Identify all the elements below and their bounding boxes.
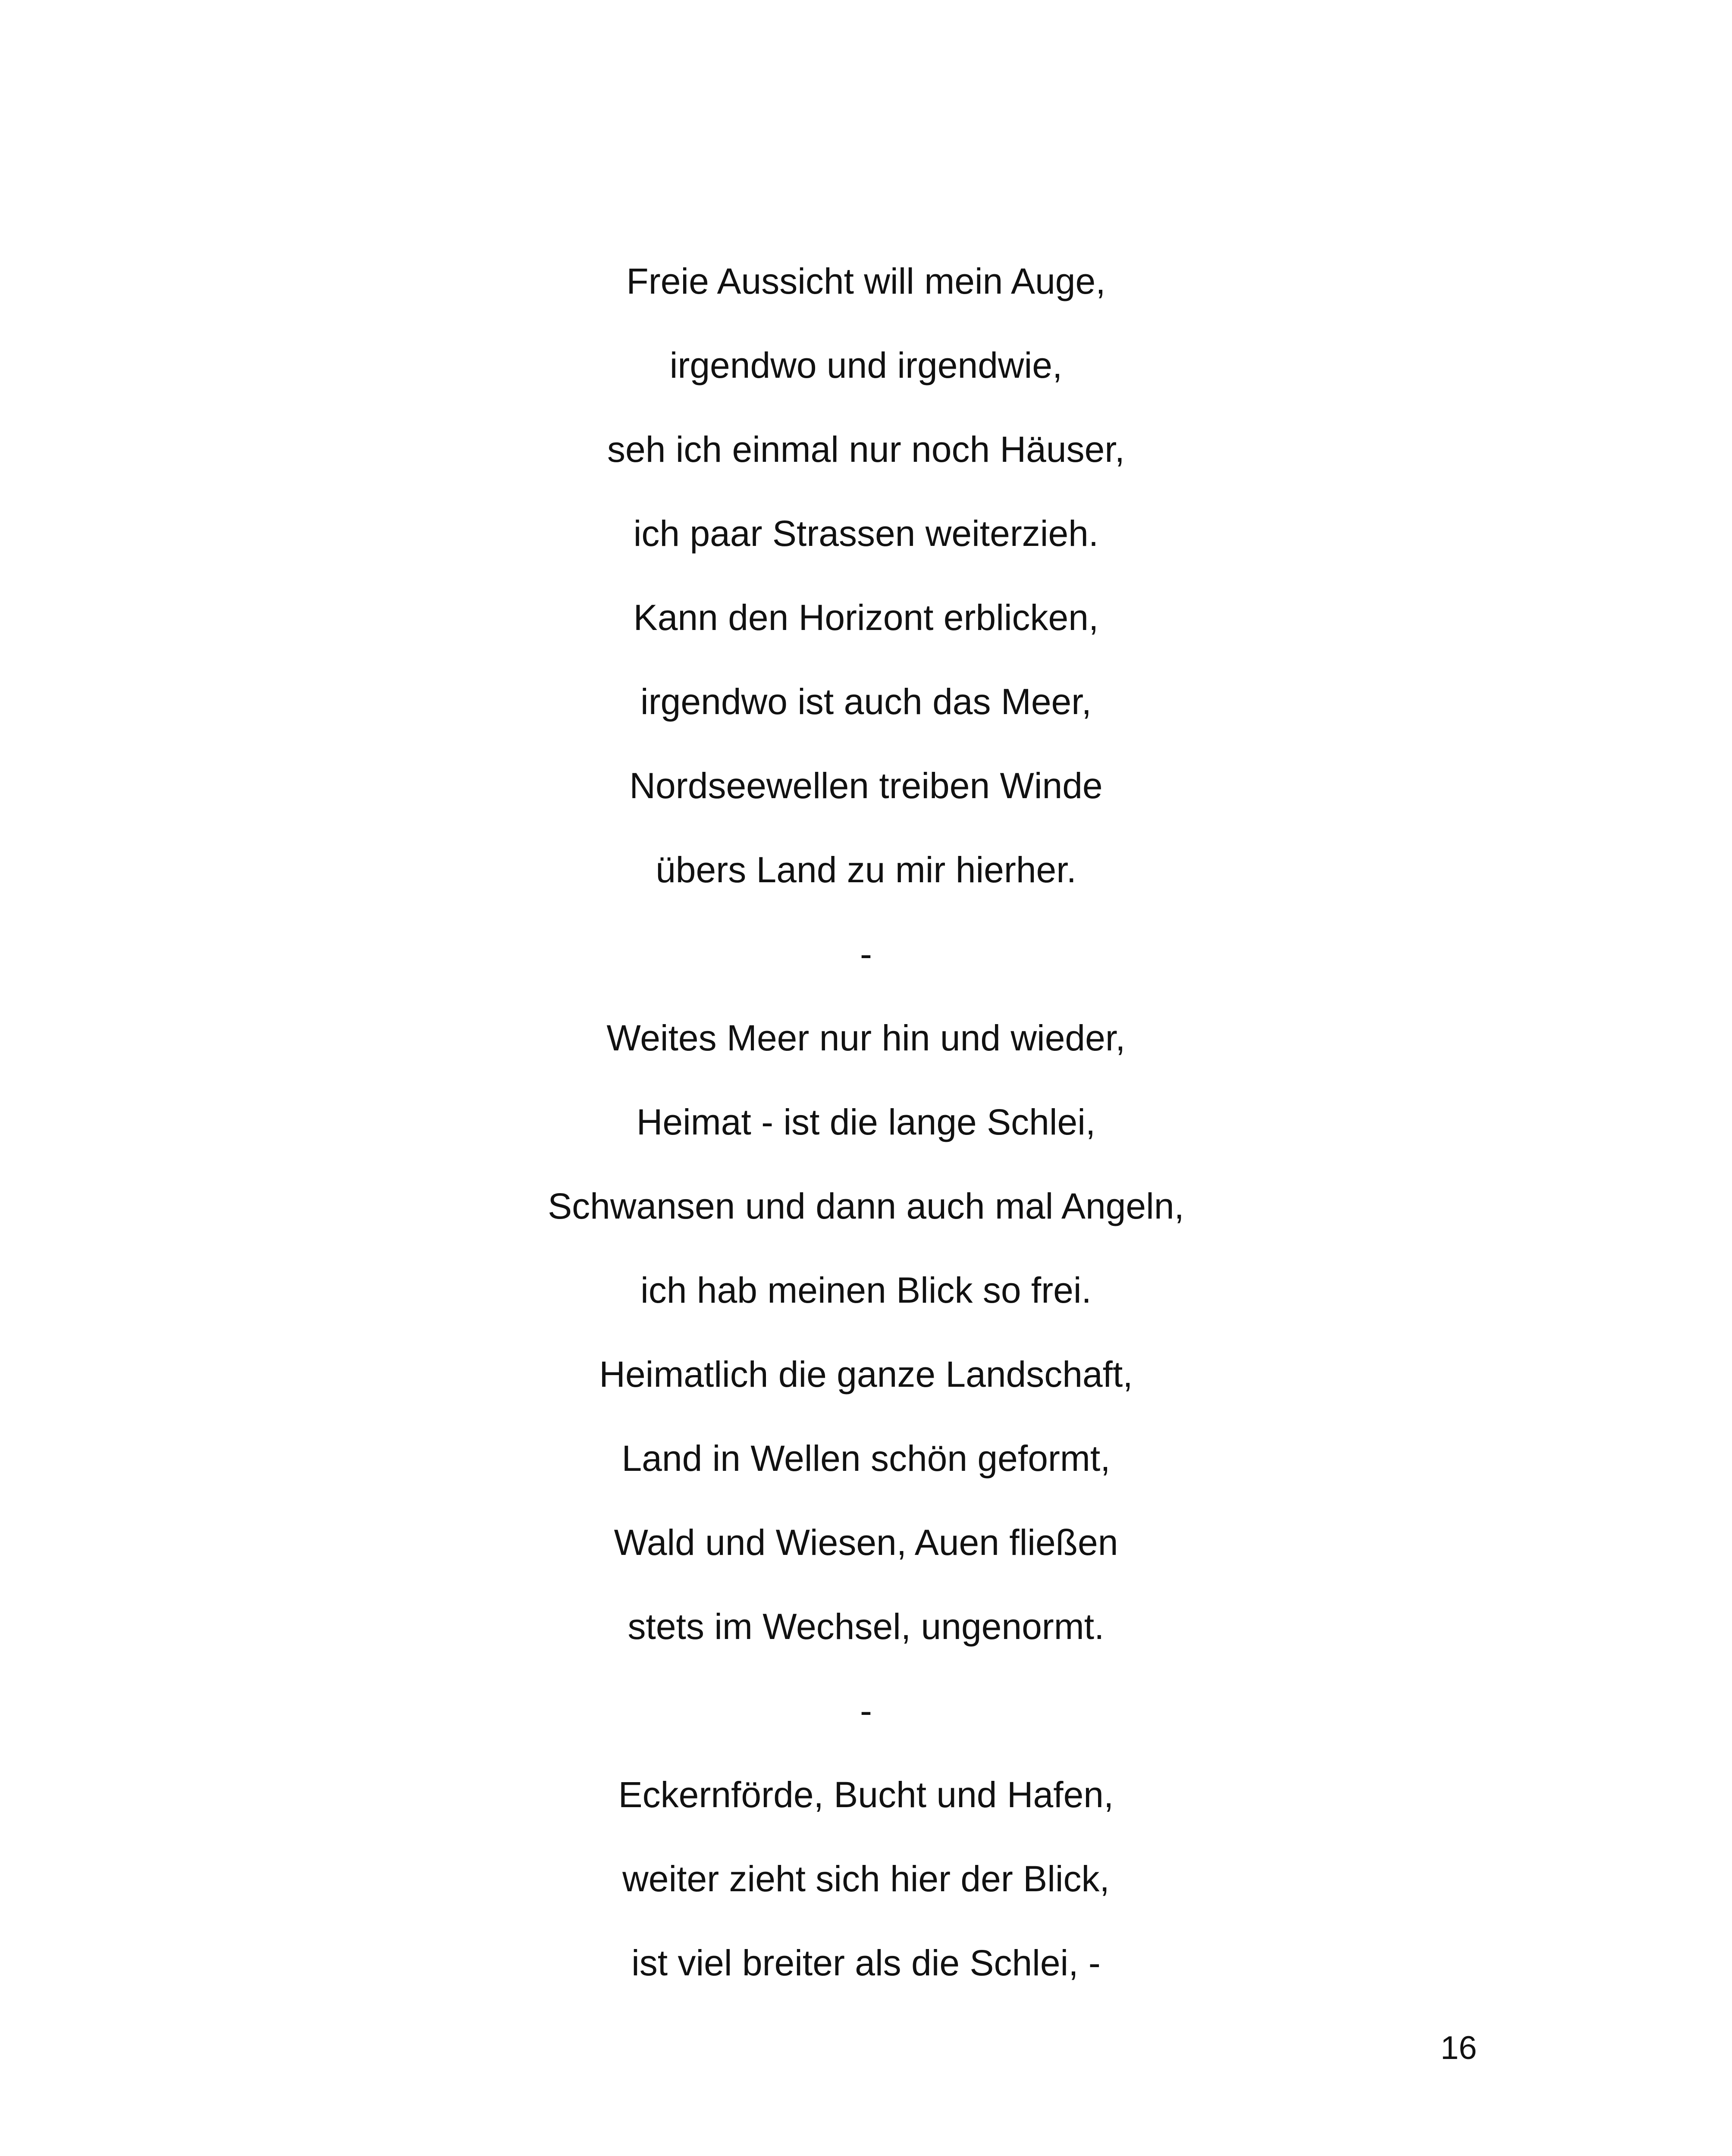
- poem-line-11: Schwansen und dann auch mal Angeln,: [548, 1186, 1184, 1226]
- stanza-separator-1: -: [860, 934, 872, 974]
- poem-line-3: seh ich einmal nur noch Häuser,: [607, 429, 1125, 470]
- poem-line-2: irgendwo und irgendwie,: [669, 345, 1063, 385]
- poem-line-15: Wald und Wiesen, Auen fließen: [614, 1522, 1118, 1563]
- poem-line-18: weiter zieht sich hier der Blick,: [622, 1858, 1110, 1899]
- poem-line-5: Kann den Horizont erblicken,: [633, 597, 1099, 638]
- poem-line-17: Eckernförde, Bucht und Hafen,: [618, 1774, 1114, 1815]
- poem-line-1: Freie Aussicht will mein Auge,: [626, 261, 1106, 301]
- poem-line-7: Nordseewellen treiben Winde: [629, 765, 1103, 806]
- poem-line-12: ich hab meinen Blick so frei.: [640, 1270, 1092, 1310]
- poem-line-9: Weites Meer nur hin und wieder,: [606, 1018, 1126, 1058]
- poem-line-10: Heimat - ist die lange Schlei,: [636, 1102, 1096, 1142]
- stanza-separator-2: -: [860, 1690, 872, 1731]
- poem-text: [0, 239, 1732, 2005]
- poem-line-16: stets im Wechsel, ungenormt.: [628, 1606, 1104, 1647]
- poem-line-19: ist viel breiter als die Schlei, -: [631, 1943, 1101, 1983]
- poem-line-4: ich paar Strassen weiterzieh.: [633, 513, 1099, 554]
- poem-line-14: Land in Wellen schön geformt,: [621, 1438, 1111, 1479]
- page-number: 16: [1440, 2030, 1477, 2066]
- poem-line-6: irgendwo ist auch das Meer,: [640, 681, 1092, 722]
- poem-line-13: Heimatlich die ganze Landschaft,: [599, 1354, 1133, 1395]
- poem-line-8: übers Land zu mir hierher.: [656, 849, 1076, 890]
